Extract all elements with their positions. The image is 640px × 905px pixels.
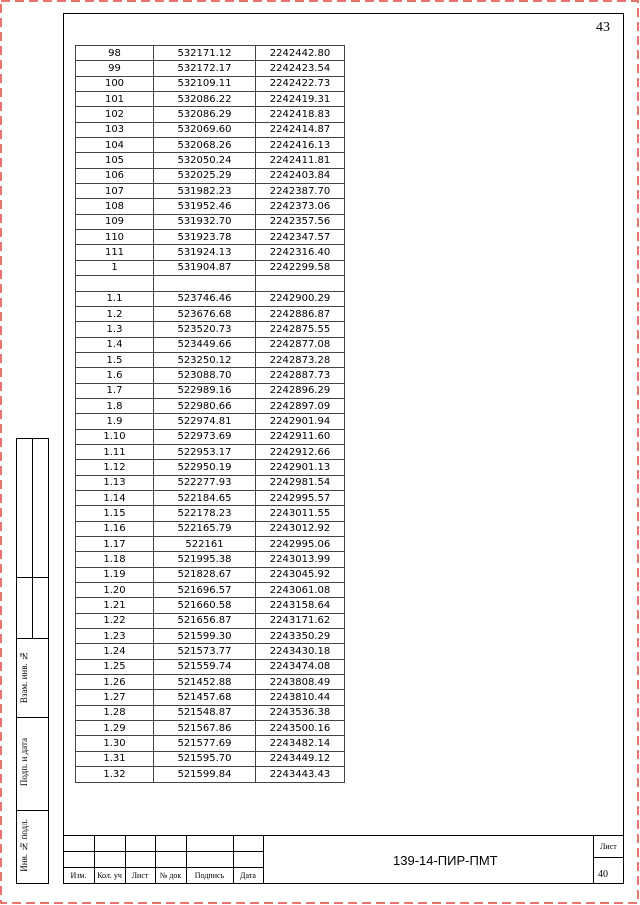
x-coordinate-cell: 522184.65 — [154, 490, 256, 505]
y-coordinate-cell: 2243171.62 — [256, 613, 345, 628]
point-number-cell: 1.2 — [76, 306, 154, 321]
inv-podl-cell — [16, 810, 49, 884]
table-row — [76, 567, 345, 582]
stamp-data: Дата — [240, 871, 256, 880]
x-coordinate-cell: 522277.93 — [154, 475, 256, 490]
page-number: 43 — [596, 20, 610, 35]
x-coordinate-cell: 522165.79 — [154, 521, 256, 536]
point-number-cell: 103 — [76, 122, 154, 137]
y-coordinate-cell: 2242316.40 — [256, 245, 345, 260]
table-row — [76, 690, 345, 705]
table-row — [76, 537, 345, 552]
stamp-izm: Изм. — [70, 871, 87, 880]
point-number-cell: 111 — [76, 245, 154, 260]
point-number-cell: 105 — [76, 153, 154, 168]
x-coordinate-cell: 522973.69 — [154, 429, 256, 444]
table-row — [76, 291, 345, 306]
x-coordinate-cell: 521457.68 — [154, 690, 256, 705]
x-coordinate-cell: 532068.26 — [154, 138, 256, 153]
y-coordinate-cell: 2242995.57 — [256, 490, 345, 505]
y-coordinate-cell: 2242886.87 — [256, 306, 345, 321]
vzam-inv-cell — [16, 638, 49, 718]
point-number-cell: 1.30 — [76, 736, 154, 751]
x-coordinate-cell: 522161 — [154, 537, 256, 552]
y-coordinate-cell: 2242299.58 — [256, 260, 345, 275]
table-row — [76, 153, 345, 168]
x-coordinate-cell: 522178.23 — [154, 506, 256, 521]
y-coordinate-cell: 2243474.08 — [256, 659, 345, 674]
x-coordinate-cell: 532025.29 — [154, 168, 256, 183]
point-number-cell: 1.9 — [76, 414, 154, 429]
table-row — [76, 199, 345, 214]
x-coordinate-cell: 523088.70 — [154, 368, 256, 383]
y-coordinate-cell: 2242411.81 — [256, 153, 345, 168]
x-coordinate-cell: 531904.87 — [154, 260, 256, 275]
x-coordinate-cell: 521660.58 — [154, 598, 256, 613]
point-number-cell: 1.23 — [76, 629, 154, 644]
table-row — [76, 322, 345, 337]
y-coordinate-cell: 2243012.92 — [256, 521, 345, 536]
x-coordinate-cell: 532050.24 — [154, 153, 256, 168]
y-coordinate-cell: 2242877.08 — [256, 337, 345, 352]
y-coordinate-cell: 2243449.12 — [256, 751, 345, 766]
y-coordinate-cell: 2243443.43 — [256, 767, 345, 782]
table-row — [76, 76, 345, 91]
y-coordinate-cell: 2242912.66 — [256, 444, 345, 459]
table-row — [76, 107, 345, 122]
x-coordinate-cell: 532086.22 — [154, 92, 256, 107]
y-coordinate-cell: 2242423.54 — [256, 61, 345, 76]
x-coordinate-cell: 521452.88 — [154, 675, 256, 690]
point-number-cell: 1.5 — [76, 352, 154, 367]
point-number-cell: 99 — [76, 61, 154, 76]
y-coordinate-cell: 2243350.29 — [256, 629, 345, 644]
point-number-cell: 1.4 — [76, 337, 154, 352]
point-number-cell: 1.19 — [76, 567, 154, 582]
table-row — [76, 506, 345, 521]
x-coordinate-cell: 531982.23 — [154, 184, 256, 199]
table-row — [76, 736, 345, 751]
y-coordinate-cell: 2242900.29 — [256, 291, 345, 306]
table-row — [76, 705, 345, 720]
y-coordinate-cell — [256, 276, 345, 291]
y-coordinate-cell: 2243810.44 — [256, 690, 345, 705]
table-row — [76, 245, 345, 260]
table-row — [76, 383, 345, 398]
table-row — [76, 260, 345, 275]
point-number-cell: 1.22 — [76, 613, 154, 628]
point-number-cell: 1.31 — [76, 751, 154, 766]
podp-data-cell — [16, 717, 49, 811]
point-number-cell: 1.28 — [76, 705, 154, 720]
y-coordinate-cell: 2242897.09 — [256, 398, 345, 413]
table-row — [76, 598, 345, 613]
sheet-number: 40 — [598, 869, 608, 880]
point-number-cell: 104 — [76, 138, 154, 153]
x-coordinate-cell: 523676.68 — [154, 306, 256, 321]
table-row — [76, 414, 345, 429]
coordinates-table — [75, 45, 345, 783]
point-number-cell: 1.7 — [76, 383, 154, 398]
y-coordinate-cell: 2242995.06 — [256, 537, 345, 552]
table-row — [76, 629, 345, 644]
point-number-cell: 1.3 — [76, 322, 154, 337]
y-coordinate-cell: 2242422.73 — [256, 76, 345, 91]
point-number-cell: 1.18 — [76, 552, 154, 567]
stamp-list: Лист — [131, 871, 149, 880]
x-coordinate-cell — [154, 276, 256, 291]
y-coordinate-cell: 2242875.55 — [256, 322, 345, 337]
table-row — [76, 444, 345, 459]
table-row — [76, 721, 345, 736]
podp-data-label: Подп. и дата — [19, 738, 29, 787]
x-coordinate-cell: 522953.17 — [154, 444, 256, 459]
table-row — [76, 767, 345, 782]
table-row — [76, 337, 345, 352]
x-coordinate-cell: 532069.60 — [154, 122, 256, 137]
table-row — [76, 751, 345, 766]
point-number-cell: 1.13 — [76, 475, 154, 490]
point-number-cell: 1.25 — [76, 659, 154, 674]
y-coordinate-cell: 2242887.73 — [256, 368, 345, 383]
y-coordinate-cell: 2243482.14 — [256, 736, 345, 751]
y-coordinate-cell: 2243158.64 — [256, 598, 345, 613]
point-number-cell: 107 — [76, 184, 154, 199]
document-code: 139-14-ПИР-ПМТ — [393, 853, 498, 868]
x-coordinate-cell: 521599.84 — [154, 767, 256, 782]
point-number-cell: 101 — [76, 92, 154, 107]
point-number-cell: 1.21 — [76, 598, 154, 613]
y-coordinate-cell: 2242418.83 — [256, 107, 345, 122]
y-coordinate-cell: 2242387.70 — [256, 184, 345, 199]
y-coordinate-cell: 2242373.06 — [256, 199, 345, 214]
table-row — [76, 168, 345, 183]
side-cell — [32, 438, 49, 578]
y-coordinate-cell: 2243045.92 — [256, 567, 345, 582]
x-coordinate-cell: 522974.81 — [154, 414, 256, 429]
point-number-cell: 108 — [76, 199, 154, 214]
x-coordinate-cell: 523449.66 — [154, 337, 256, 352]
point-number-cell: 1.32 — [76, 767, 154, 782]
x-coordinate-cell: 531952.46 — [154, 199, 256, 214]
y-coordinate-cell: 2242419.31 — [256, 92, 345, 107]
y-coordinate-cell: 2243061.08 — [256, 583, 345, 598]
point-number-cell: 1.20 — [76, 583, 154, 598]
x-coordinate-cell: 532086.29 — [154, 107, 256, 122]
table-row — [76, 429, 345, 444]
table-row — [76, 122, 345, 137]
table-row — [76, 490, 345, 505]
point-number-cell: 106 — [76, 168, 154, 183]
y-coordinate-cell: 2242901.13 — [256, 460, 345, 475]
point-number-cell: 1.6 — [76, 368, 154, 383]
x-coordinate-cell: 531924.13 — [154, 245, 256, 260]
point-number-cell: 1.10 — [76, 429, 154, 444]
point-number-cell: 1.26 — [76, 675, 154, 690]
table-row — [76, 659, 345, 674]
x-coordinate-cell: 522989.16 — [154, 383, 256, 398]
table-row — [76, 230, 345, 245]
table-row — [76, 92, 345, 107]
table-row — [76, 475, 345, 490]
x-coordinate-cell: 521573.77 — [154, 644, 256, 659]
table-row — [76, 184, 345, 199]
table-row — [76, 613, 345, 628]
x-coordinate-cell: 521595.70 — [154, 751, 256, 766]
x-coordinate-cell: 532172.17 — [154, 61, 256, 76]
y-coordinate-cell: 2242911.60 — [256, 429, 345, 444]
x-coordinate-cell: 531932.70 — [154, 214, 256, 229]
table-row — [76, 214, 345, 229]
side-cell — [16, 438, 33, 578]
sheet-label: Лист — [600, 842, 617, 851]
title-block — [63, 835, 624, 884]
side-stamp — [16, 438, 63, 884]
point-number-cell: 1.1 — [76, 291, 154, 306]
table-row — [76, 46, 345, 61]
point-number-cell: 1.14 — [76, 490, 154, 505]
table-row — [76, 644, 345, 659]
point-number-cell: 1.17 — [76, 537, 154, 552]
y-coordinate-cell: 2243808.49 — [256, 675, 345, 690]
x-coordinate-cell: 521995.38 — [154, 552, 256, 567]
y-coordinate-cell: 2242901.94 — [256, 414, 345, 429]
side-cell — [32, 577, 49, 639]
table-row — [76, 306, 345, 321]
point-number-cell: 1.29 — [76, 721, 154, 736]
point-number-cell: 1.15 — [76, 506, 154, 521]
table-row — [76, 398, 345, 413]
point-number-cell: 1.24 — [76, 644, 154, 659]
y-coordinate-cell: 2243500.16 — [256, 721, 345, 736]
point-number-cell: 1 — [76, 260, 154, 275]
table-row — [76, 675, 345, 690]
y-coordinate-cell: 2242414.87 — [256, 122, 345, 137]
table-row — [76, 276, 345, 291]
table-row — [76, 460, 345, 475]
x-coordinate-cell: 521599.30 — [154, 629, 256, 644]
y-coordinate-cell: 2242416.13 — [256, 138, 345, 153]
vzam-inv-label: Взам. инв. № — [19, 651, 29, 704]
x-coordinate-cell: 521548.87 — [154, 705, 256, 720]
point-number-cell: 1.12 — [76, 460, 154, 475]
table-row — [76, 61, 345, 76]
x-coordinate-cell: 532171.12 — [154, 46, 256, 61]
y-coordinate-cell: 2242347.57 — [256, 230, 345, 245]
table-row — [76, 352, 345, 367]
stamp-podpis: Подпись — [194, 871, 225, 880]
table-row — [76, 521, 345, 536]
stamp-n-dok: № док — [159, 871, 182, 880]
x-coordinate-cell: 522980.66 — [154, 398, 256, 413]
table-row — [76, 138, 345, 153]
point-number-cell — [76, 276, 154, 291]
x-coordinate-cell: 521567.86 — [154, 721, 256, 736]
point-number-cell: 1.16 — [76, 521, 154, 536]
y-coordinate-cell: 2242442.80 — [256, 46, 345, 61]
y-coordinate-cell: 2242896.29 — [256, 383, 345, 398]
x-coordinate-cell: 521696.57 — [154, 583, 256, 598]
x-coordinate-cell: 523520.73 — [154, 322, 256, 337]
y-coordinate-cell: 2243011.55 — [256, 506, 345, 521]
inv-podl-label: Инв. № подл. — [19, 819, 29, 872]
point-number-cell: 110 — [76, 230, 154, 245]
point-number-cell: 109 — [76, 214, 154, 229]
side-cell — [16, 577, 33, 639]
x-coordinate-cell: 521656.87 — [154, 613, 256, 628]
x-coordinate-cell: 521577.69 — [154, 736, 256, 751]
y-coordinate-cell: 2242873.28 — [256, 352, 345, 367]
y-coordinate-cell: 2242403.84 — [256, 168, 345, 183]
y-coordinate-cell: 2242981.54 — [256, 475, 345, 490]
x-coordinate-cell: 522950.19 — [154, 460, 256, 475]
x-coordinate-cell: 521559.74 — [154, 659, 256, 674]
table-row — [76, 552, 345, 567]
point-number-cell: 1.11 — [76, 444, 154, 459]
table-row — [76, 583, 345, 598]
point-number-cell: 1.27 — [76, 690, 154, 705]
x-coordinate-cell: 523746.46 — [154, 291, 256, 306]
point-number-cell: 100 — [76, 76, 154, 91]
y-coordinate-cell: 2243013.99 — [256, 552, 345, 567]
x-coordinate-cell: 531923.78 — [154, 230, 256, 245]
y-coordinate-cell: 2242357.56 — [256, 214, 345, 229]
stamp-kol-uch: Кол. уч — [97, 871, 122, 880]
y-coordinate-cell: 2243536.38 — [256, 705, 345, 720]
x-coordinate-cell: 521828.67 — [154, 567, 256, 582]
table-row — [76, 368, 345, 383]
x-coordinate-cell: 523250.12 — [154, 352, 256, 367]
point-number-cell: 102 — [76, 107, 154, 122]
x-coordinate-cell: 532109.11 — [154, 76, 256, 91]
point-number-cell: 1.8 — [76, 398, 154, 413]
y-coordinate-cell: 2243430.18 — [256, 644, 345, 659]
point-number-cell: 98 — [76, 46, 154, 61]
